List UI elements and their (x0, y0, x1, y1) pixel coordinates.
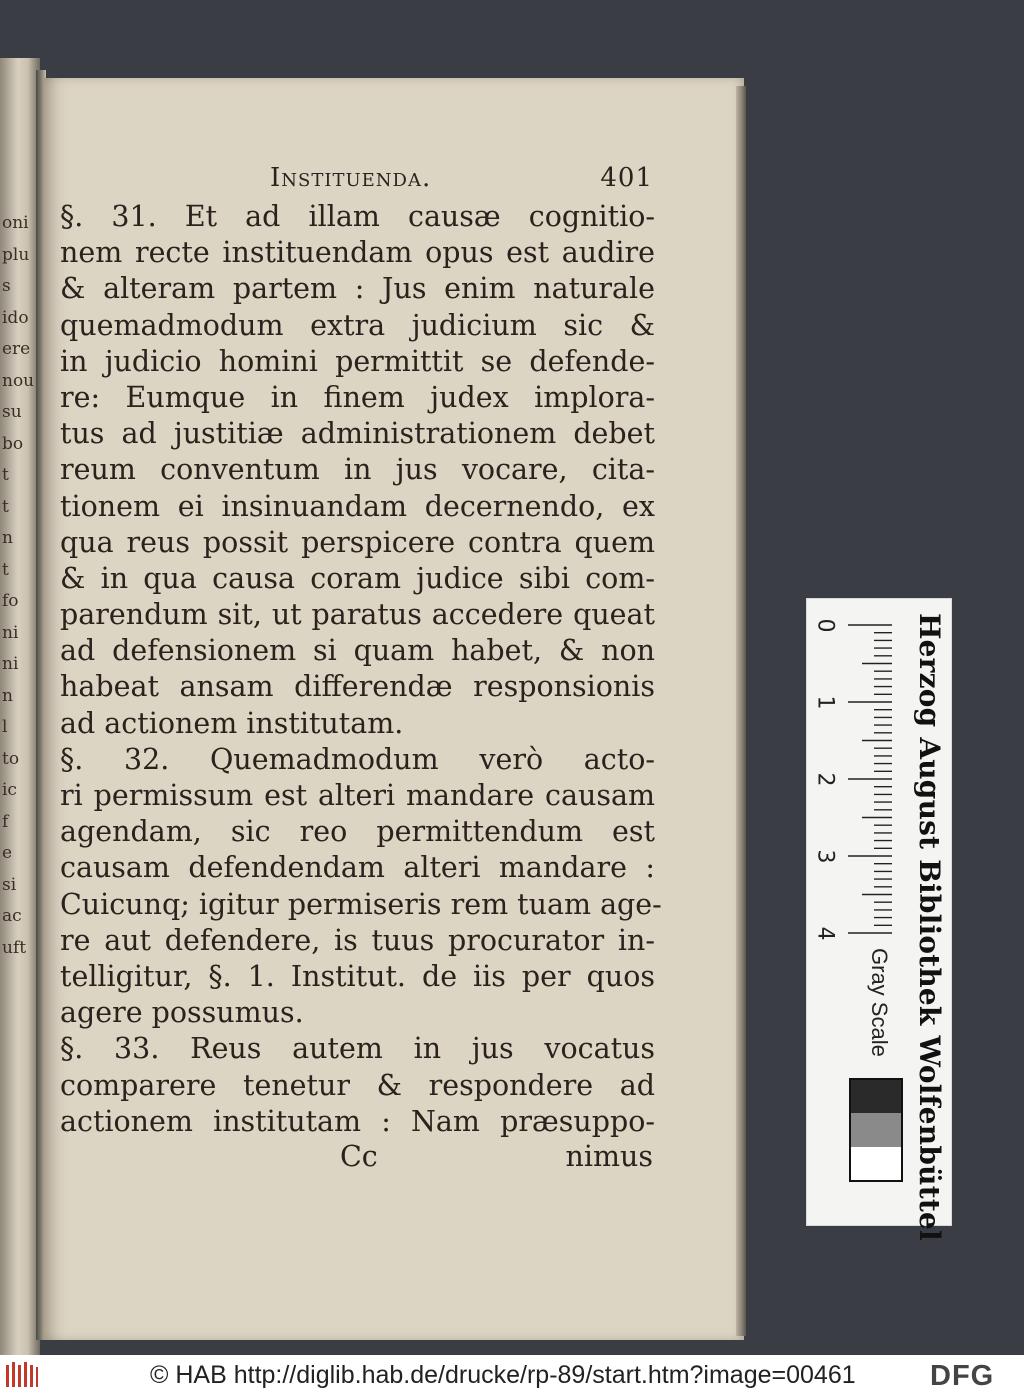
text-line: tus ad justitiæ administrationem debet (60, 417, 655, 451)
text-line: qua reus possit perspicere contra quem (60, 525, 655, 559)
library-label: Herzog August Bibliothek Wolfenbüttel (913, 613, 946, 1241)
page-edge (736, 86, 746, 1336)
text-line: tionem ei insinuandam decernendo, ex (60, 489, 655, 523)
text-line: nem recte instituendam opus est audire (60, 236, 655, 270)
text-line: agendam, sic reo permittendum est (60, 815, 655, 849)
running-head (60, 163, 655, 199)
copyright-url[interactable]: © HAB http://diglib.hab.de/drucke/rp-89/start.htm?image=00461 (150, 1361, 856, 1389)
hab-logo-icon (4, 1359, 40, 1391)
running-head-title: Instituenda. (270, 163, 432, 193)
text-line: actionem institutam : Nam præsuppo- (60, 1104, 655, 1138)
gray-patch (851, 1080, 901, 1113)
text-line: quemadmodum extra judicium sic & (60, 308, 655, 342)
ruler-number: 0 (812, 618, 838, 633)
ruler-number: 3 (812, 849, 838, 864)
page-text-block (60, 163, 662, 1180)
text-line: comparere tenetur & respondere ad (60, 1068, 655, 1102)
left-page-fragment (0, 58, 40, 1355)
text-line: habeat ansam differendæ responsionis (60, 670, 655, 704)
gray-patch (851, 1147, 901, 1180)
gray-scale-label: Gray Scale (867, 948, 892, 1057)
text-line: §. 33. Reus autem in jus vocatus (60, 1032, 655, 1066)
text-line: re aut defendere, is tuus procurator in- (60, 923, 655, 957)
text-line: §. 32. Quemadmodum verò acto- (60, 742, 655, 776)
text-line: & in qua causa coram judice sibi com- (60, 561, 655, 595)
dfg-logo: DFG (930, 1360, 995, 1392)
left-page-text: oni plu s ido ere nou su bo t t n t fo ni ni n l to ic f e si ac uft (2, 213, 35, 958)
footer-bar (0, 1355, 1024, 1397)
text-line: reum conventum in jus vocare, cita- (60, 453, 655, 487)
gray-scale-patches (849, 1078, 903, 1182)
page-footer-marks (60, 1140, 655, 1180)
text-line: agere possumus. (60, 996, 304, 1030)
text-line: in judicio homini permittit se defende- (60, 344, 655, 378)
signature-mark: Cc (340, 1139, 378, 1173)
text-line: ad actionem institutam. (60, 706, 404, 740)
text-line: Cuicunq; igitur permiseris rem tuam age- (60, 887, 662, 921)
ruler-numbers (812, 613, 846, 943)
page-number: 401 (600, 163, 653, 193)
gray-patch (851, 1113, 901, 1146)
text-line: parendum sit, ut paratus accedere queat (60, 598, 655, 632)
text-lines (60, 199, 662, 1140)
catchword: nimus (565, 1139, 653, 1173)
text-line: §. 31. Et ad illam causæ cognitio- (60, 200, 655, 233)
ruler-ticks (846, 615, 892, 945)
text-line: ad defensionem si quam habet, & non (60, 634, 655, 668)
ruler-number: 1 (812, 695, 838, 710)
ruler-number: 4 (812, 926, 838, 941)
ruler-number: 2 (812, 772, 838, 787)
text-line: & alteram partem : Jus enim naturale (60, 272, 655, 306)
text-line: re: Eumque in finem judex implora- (60, 380, 655, 414)
text-line: telligitur, §. 1. Institut. de iis per quos (60, 959, 655, 993)
text-line: causam defendendam alteri mandare : (60, 851, 655, 885)
text-line: ri permissum est alteri mandare causam (60, 779, 655, 812)
